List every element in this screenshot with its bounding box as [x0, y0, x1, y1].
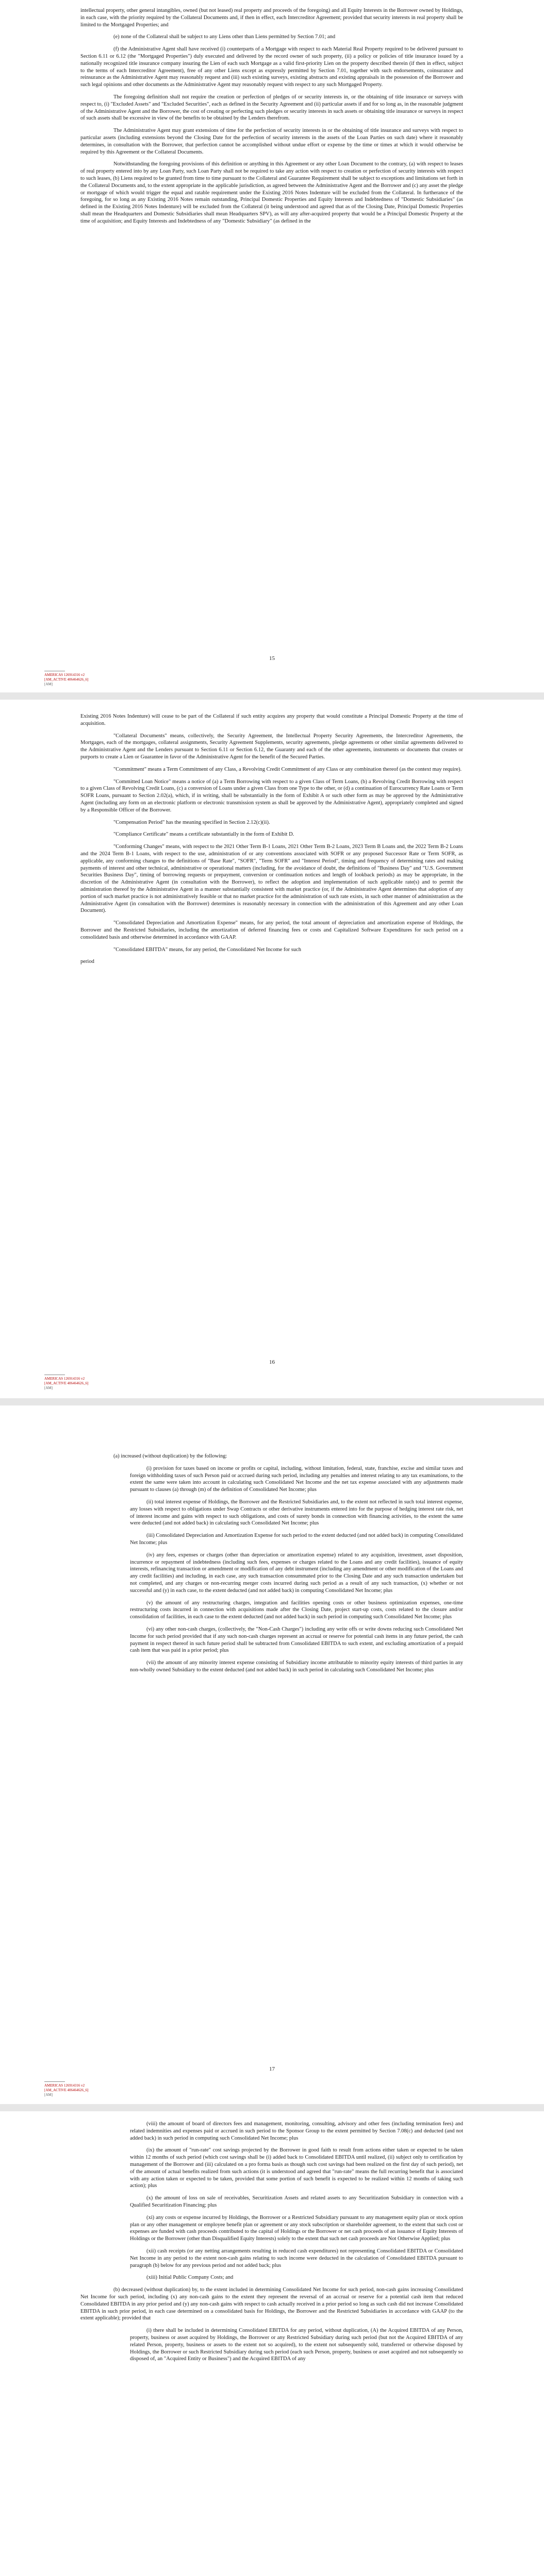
collateral-extensions: The Administrative Agent may grant extensions of time for the perfection of security interests in or the obtaining of title insurance and surveys with respect to particular assets (including extensions beyond the Closing Date for the perfection of security interests in the assets of the Loan Parties on such date) where it reasonably determines, in consultation with the Borrower, that perfection cannot be accomplished without undue effort or expense by the time or times at which it would otherwise be required by this Agreement or the Collateral Documents. [80, 128, 463, 155]
collateral-clause-d-tail: intellectual property, other general intangibles, owned (but not leased) real property and proceeds of the foregoing) and all Equity Interests in the Borrower owned by Holdings, in each case, with the priority required by the Collateral Documents and, if then in effect, each Intercreditor Agreement; provided that security interests in real property shall be limited to the Mortgaged Properties; and [80, 8, 463, 28]
document-footer: AMERICAS 126914316 v2 [AM_ACTIVE 406464626_6] [AM] [44, 673, 89, 686]
excluded-collateral-tail: Existing 2016 Notes Indenture) will cease to be part of the Collateral if such entity acquires any property that would constitute a Principal Domestic Property at the time of acquisition. [80, 714, 463, 726]
ebitda-clause-a-xii: (xii) cash receipts (or any netting arrangements resulting in reduced cash expenditures) not representing Consolidated EBITDA or Consolidated Net Income in any period to the extent non-cash gains relating to such income were deducted in the calculation of Consolidated EBITDA pursuant to paragraph (b) below for any previous period and not added back; plus [130, 2248, 463, 2268]
document-footer: AMERICAS 126914316 v2 [AM_ACTIVE 406464626_6] [AM] [44, 2083, 89, 2097]
ebitda-clause-a-viii: (viii) the amount of board of directors fees and management, monitoring, consulting, advisory and other fees (including termination fees) and related indemnities and expenses paid or accrued in such period to the Sponsor Group to the extent permitted by Section 7.08(c) and deducted (and not added back) in such period in computing such Consolidated Net Income; plus [130, 2121, 463, 2141]
page-15-body [80, 7, 463, 230]
def-compensation-period: "Compensation Period" has the meaning specified in Section 2.12(c)(ii). [113, 819, 270, 825]
page-16-body [80, 713, 463, 971]
page-16 [0, 700, 544, 1398]
ebitda-proviso-i: (i) there shall be included in determining Consolidated EBITDA for any period, without duplication, (A) the Acquired EBITDA of any Person, property, business or asset acquired by Holdings, the Borrower or any Restricted Subsidiary during such period (but not the Acquired EBITDA of any related Person, property, business or assets to the extent not so acquired), to the extent not subsequently sold, transferred or otherwise disposed by Holdings, the Borrower or such Restricted Subsidiary during such period (each such Person, property, business or asset acquired and not subsequently so disposed of, an "Acquired Entity or Business") and the Acquired EBITDA of any [130, 2328, 463, 2362]
page-17-body [80, 1453, 463, 1679]
ebitda-clause-a-iii: (iii) Consolidated Depreciation and Amortization Expense for such period to the extent deducted (and not added back) in computing Consolidated Net Income; plus [130, 1533, 463, 1546]
def-collateral-documents: "Collateral Documents" means, collectively, the Security Agreement, the Intellectual Property Security Agreements, the Intercreditor Agreements, the Mortgages, each of the mortgages, collateral assignments, Security Agreement Supplements, security agreements, pledge agreements or other similar agreements delivered to the Administrative Agent and the Lenders pursuant to Section 6.11 or Section 6.12, the Guaranty and each of the other agreements, instruments or documents that creates or purports to create a Lien or Guarantee in favor of the Administrative Agent for the benefit of the Secured Parties. [80, 733, 463, 760]
page-17 [0, 1405, 544, 2104]
def-compliance-certificate: "Compliance Certificate" means a certificate substantially in the form of Exhibit D. [113, 832, 294, 838]
def-commitment: "Commitment" means a Term Commitment of any Class, a Revolving Credit Commitment of any Class or any combination thereof (as the context may require). [113, 766, 462, 772]
def-consolidated-ebitda-period: period [80, 959, 94, 965]
def-committed-loan-notice: "Committed Loan Notice" means a notice of (a) a Term Borrowing with respect to a given Class of Term Loans, (b) a Revolving Credit Borrowing with respect to a given Class of Revolving Credit Loans, (c) a conversion of Loans under a given Class from one Type to the other, or (d) a continuation of Eurocurrency Rate Loans or Term SOFR Loans, pursuant to Section 2.02(a), which, if in writing, shall be substantially in the form of Exhibit A or such other form as may be approved by the Administrative Agent (including any form on an electronic platform or electronic transmission system as shall be approved by the Administrative Agent), appropriately completed and signed by a Responsible Officer of the Borrower. [80, 778, 463, 813]
collateral-clause-f: (f) the Administrative Agent shall have received (i) counterparts of a Mortgage with respect to each Material Real Property required to be delivered pursuant to Section 6.11 or 6.12 (the "Mortgaged Properties") duly executed and delivered by the record owner of such property, (ii) a policy or policies of title insurance issued by a nationally recognized title insurance company insuring the Lien of each such Mortgage as a valid first-priority Lien on the property described therein (if then in effect, subject to the terms of each Intercreditor Agreement), free of any other Liens except as expressly permitted by Section 7.01, together with such endorsements, coinsurance and reinsurance as the Administrative Agent may reasonably request and (iii) such existing surveys, existing abstracts and existing appraisals in the possession of the Borrower and such legal opinions and other documents as the Administrative Agent may reasonably request with respect to any such Mortgaged Property. [80, 46, 463, 88]
def-consolidated-depreciation: "Consolidated Depreciation and Amortization Expense" means, for any period, the total amount of depreciation and amortization expense of Holdings, the Borrower and the Restricted Subsidiaries, including the amortization of deferred financing fees or costs and Capitalized Software Expenditures for such period on a consolidated basis and otherwise determined in accordance with GAAP. [80, 920, 463, 940]
collateral-notwithstanding: Notwithstanding the foregoing provisions of this definition or anything in this Agreement or any other Loan Document to the contrary, (a) with respect to leases of real property entered into by any Loan Party, such Loan Party shall not be required to take any action with respect to creation or perfection of security interests with respect to such leases, (b) Liens required to be granted from time to time pursuant to the Collateral and Guarantee Requirement shall be subject to exceptions and limitations set forth in the Collateral Documents and, to the extent appropriate in the applicable jurisdiction, as agreed between the Administrative Agent and the Borrower and (c) any asset the pledge or mortgage of which would trigger the equal and ratable requirement under the Existing 2016 Notes Indenture will be excluded from the Collateral. In furtherance of the foregoing, for so long as any Existing 2016 Notes remain outstanding, Principal Domestic Properties and Equity Interests and Indebtedness of "Domestic Subsidiaries" (as defined in the Existing 2016 Notes Indenture) will be excluded from the Collateral (it being understood and agreed that as of the Closing Date, Principal Domestic Properties shall mean the Headquarters and Domestic Subsidiaries shall mean Headquarters SPV), as will any after-acquired property that would be a Principal Domestic Property at the time of acquisition; and Equity Interests and Indebtedness of any "Domestic Subsidiary" (as defined in the [80, 161, 463, 224]
ebitda-clause-a-xi: (xi) any costs or expense incurred by Holdings, the Borrower or a Restricted Subsidiary pursuant to any management equity plan or stock option plan or any other management or employee benefit plan or agreement or any stock subscription or shareholder agreement, to the extent that such cost or expenses are funded with cash proceeds contributed to the capital of Holdings or the Borrower or net cash proceeds of an issuance of Equity Interests of Holdings or the Borrower (other than Disqualified Equity Interests) solely to the extent that such net cash proceeds are Not Otherwise Applied; plus [130, 2214, 463, 2242]
ebitda-clause-a-v: (v) the amount of any restructuring charges, integration and facilities opening costs or other business optimization expenses, one-time restructuring costs incurred in connection with acquisitions made after the Closing Date, project start-up costs, costs related to the closure and/or consolidation of facilities, in each case to the extent deducted (and not added back) in such period in computing such Consolidated Net Income; plus [130, 1600, 463, 1620]
ebitda-clause-a: (a) increased (without duplication) by the following: [113, 1453, 227, 1459]
document-footer: AMERICAS 126914316 v2 [AM_ACTIVE 406464626_6] [AM] [44, 1377, 89, 1390]
page-separator [0, 1398, 544, 1405]
page-15 [0, 0, 544, 692]
page-number: 16 [269, 1359, 275, 1365]
def-consolidated-ebitda: "Consolidated EBITDA" means, for any period, the Consolidated Net Income for such [113, 946, 302, 953]
page-18-body [80, 2121, 463, 2368]
page-separator [0, 692, 544, 700]
def-conforming-changes: "Conforming Changes" means, with respect to the 2021 Other Term B-1 Loans, 2021 Other Term B-2 Loans, 2023 Term B Loans and, the 2022 Term B-2 Loans and the 2024 Term B-1 Loans, with respect to the use, administration of or any conventions associated with SOFR or any proposed Successor Rate or Term SOFR, as applicable, any conforming changes to the definitions of "Base Rate", "SOFR", "Term SOFR" and "Interest Period", timing and frequency of determining rates and making payments of interest and other technical, administrative or operational matters (including, for the avoidance of doubt, the definitions of "Business Day" and "U.S. Government Securities Business Day", timing of borrowing requests or prepayment, conversion or continuation notices and length of lookback periods) as may be appropriate, in the discretion of the Administrative Agent (in consultation with the Borrower), to reflect the adoption and implementation of such applicable rate(s) and to permit the administration thereof by the Administrative Agent in a manner substantially consistent with market practice (or, if the Administrative Agent determines that adoption of any portion of such market practice is not administratively feasible or that no market practice for the administration of such rate exists, in such other manner of administration as the Administrative Agent (in consultation with the Borrower) determines is reasonably necessary in connection with the administration of this Agreement and any other Loan Document). [80, 844, 463, 914]
collateral-clause-e: (e) none of the Collateral shall be subject to any Liens other than Liens permitted by Section 7.01; and [113, 34, 336, 40]
collateral-excluded-assets: The foregoing definition shall not require the creation or perfection of pledges of or security interests in, or the obtaining of title insurance or surveys with respect to, (i) "Excluded Assets" and "Excluded Securities", each as defined in the Security Agreement and (ii) particular assets if and for so long as, in the reasonable judgment of the Administrative Agent and the Borrower, the cost of creating or perfecting such pledges or security interests in such assets or obtaining title insurance or surveys in respect of such assets shall be excessive in view of the benefits to be obtained by the Lenders therefrom. [80, 94, 463, 122]
ebitda-clause-a-xiii: (xiii) Initial Public Company Costs; and [146, 2275, 234, 2281]
page-18 [0, 2111, 544, 2576]
page-separator [0, 2104, 544, 2111]
ebitda-clause-a-vii: (vii) the amount of any minority interest expense consisting of Subsidiary income attributable to minority equity interests of third parties in any non-wholly owned Subsidiary to the extent deducted (and not added back) in such period in calculating such Consolidated Net Income; plus [130, 1660, 463, 1673]
ebitda-clause-b: (b) decreased (without duplication) by, to the extent included in determining Consolidated Net Income for such period, non-cash gains increasing Consolidated Net Income for such period, including (x) any non-cash gains to the extent they represent the reversal of an accrual or reserve for a potential cash item that reduced Consolidated EBITDA in any prior period and (y) any non-cash gains with respect to cash actually received in a prior period so long as such cash did not increase Consolidated EBITDA in such prior period, in each case determined on a consolidated basis for Holdings, the Borrower and the Restricted Subsidiaries in accordance with GAAP (to the extent applicable); provided that [80, 2287, 463, 2321]
ebitda-clause-a-i: (i) provision for taxes based on income or profits or capital, including, without limitation, federal, state, franchise, excise and similar taxes and foreign withholding taxes of such Person paid or accrued during such period, including any penalties and interest relating to any tax examinations, to the extent the same were taken into account in calculating such Consolidated Net Income and the net tax expense associated with any adjustments made pursuant to clauses (a) through (m) of the definition of Consolidated Net Income; plus [130, 1465, 463, 1493]
page-number: 17 [269, 2066, 275, 2072]
ebitda-clause-a-iv: (iv) any fees, expenses or charges (other than depreciation or amortization expense) related to any acquisition, investment, asset disposition, incurrence or repayment of indebtedness (including such fees, expenses or charges related to the Loans and any credit facilities), issuance of equity interests, refinancing transaction or amendment or modification of any debt instrument (including any amendment or other modification of the Loans and any credit facilities) and including, in each case, any such transaction consummated prior to the Closing Date and any such transaction undertaken but not completed, and any charges or non-recurring merger costs incurred during such period as a result of any such transaction, (x) whether or not successful and (y) in each case, to the extent deducted (and not added back) in computing Consolidated Net Income; plus [130, 1552, 463, 1594]
page-number: 15 [269, 655, 275, 662]
ebitda-clause-a-vi: (vi) any other non-cash charges, (collectively, the "Non-Cash Charges") including any write offs or write downs reducing such Consolidated Net Income for such period provided that if any such non-cash charges represent an accrual or reserve for potential cash items in any future period, the cash payment in respect thereof in such future period shall be subtracted from Consolidated EBITDA to such extent, and excluding amortization of a prepaid cash item that was paid in a prior period; plus [130, 1626, 463, 1654]
ebitda-clause-a-ii: (ii) total interest expense of Holdings, the Borrower and the Restricted Subsidiaries and, to the extent not reflected in such total interest expense, any losses with respect to obligations under Swap Contracts or other derivative instruments entered into for the purpose of hedging interest rate risk, net of interest income and gains with respect to such obligations, and costs of surety bonds in connection with financing activities, to the extent the same were deducted (and not added back) in calculating such Consolidated Net Income; plus [130, 1499, 463, 1527]
ebitda-clause-a-x: (x) the amount of loss on sale of receivables, Securitization Assets and related assets to any Securitization Subsidiary in connection with a Qualified Securitization Financing; plus [130, 2195, 463, 2208]
ebitda-clause-a-ix: (ix) the amount of "run-rate" cost savings projected by the Borrower in good faith to result from actions either taken or expected to be taken within 12 months of such period (which cost savings shall be (i) added back to Consolidated EBITDA until realized, (ii) subject only to certification by management of the Borrower and (iii) calculated on a pro forma basis as though such cost savings had been realized on the first day of such period), net of the amount of actual benefits realized from such actions (it is understood and agreed that "run-rate" means the full recurring benefit that is associated with any action taken or expected to be taken, provided that some portion of such benefit is expected to be realized within 12 months of taking such action); plus [130, 2147, 463, 2189]
